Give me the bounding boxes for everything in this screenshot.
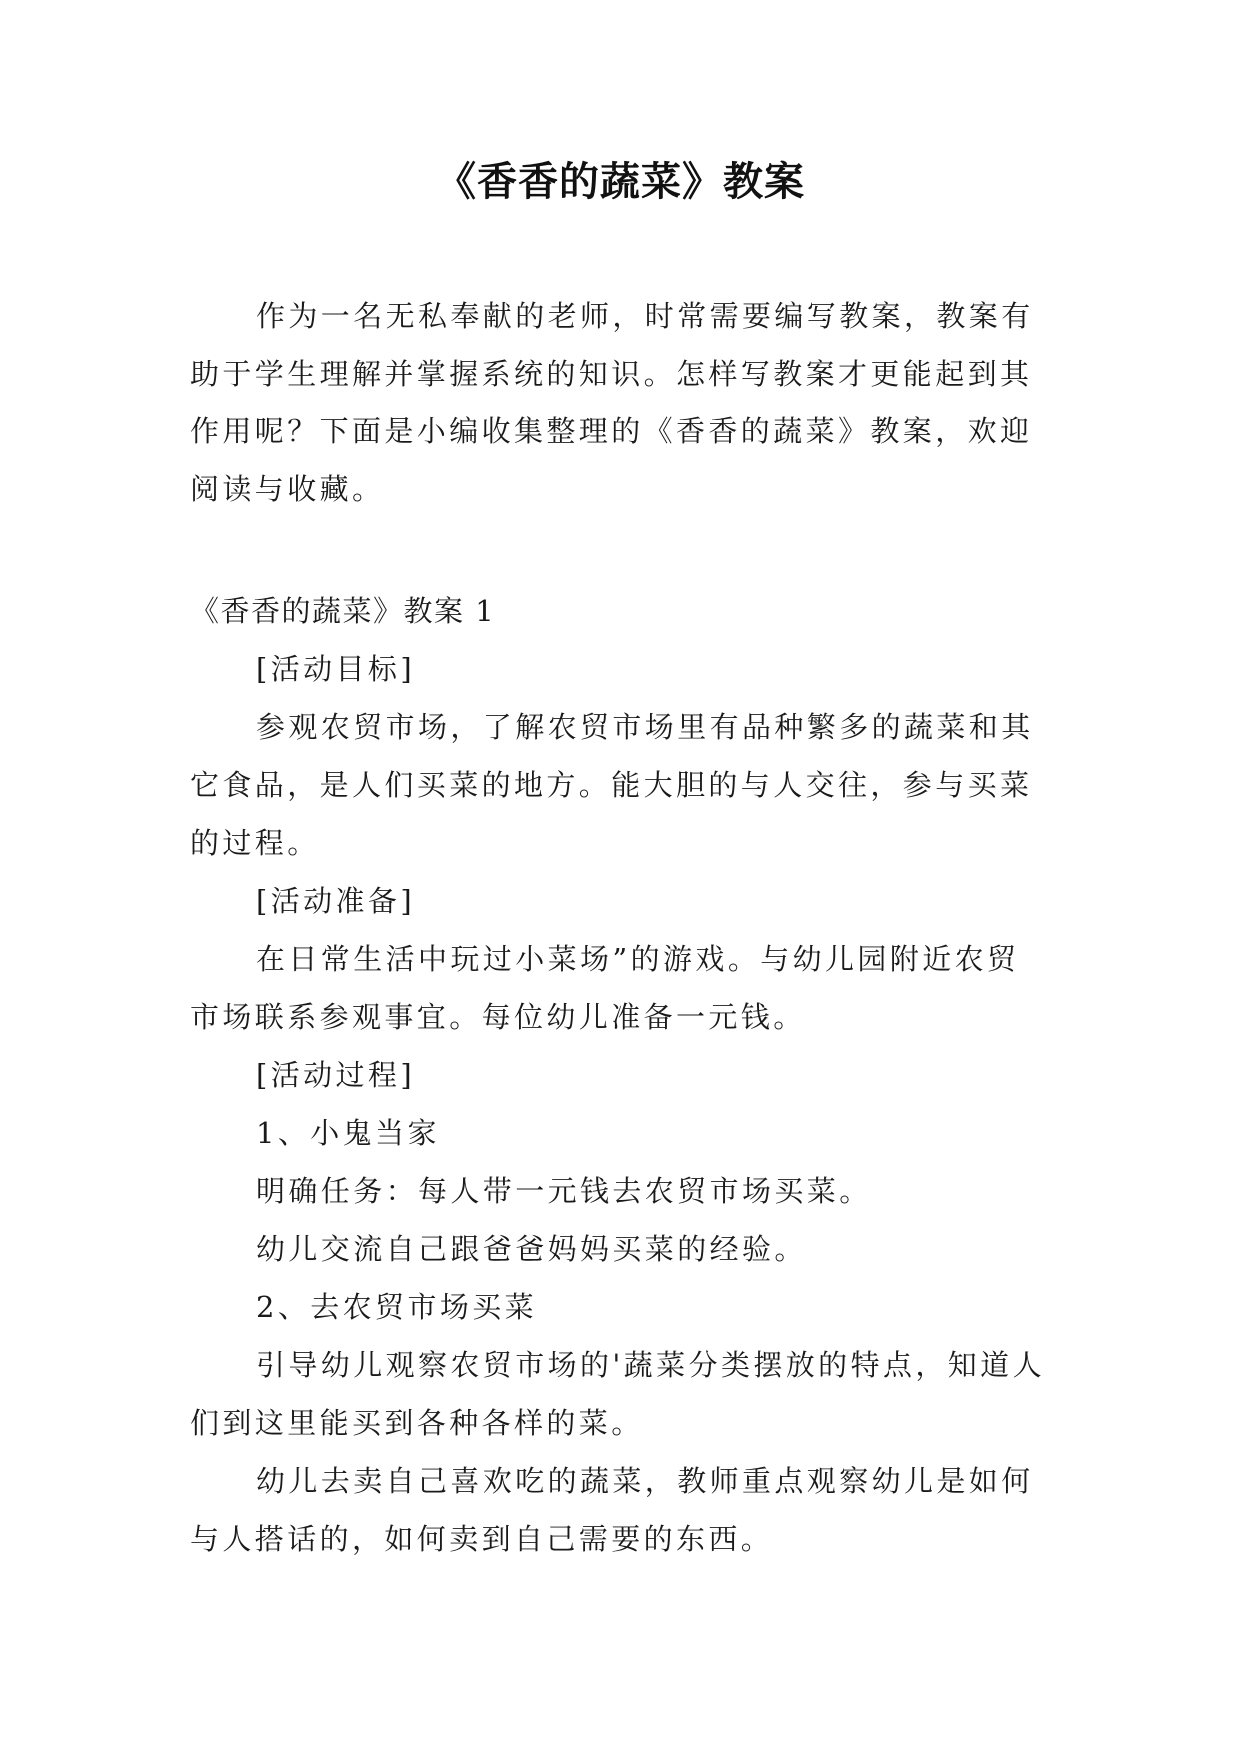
paragraph-exchange: 幼儿交流自己跟爸爸妈妈买菜的经验。 [256,1232,807,1266]
subheading-activity-process: [活动过程] [256,1058,416,1092]
paragraph-observe: 引导幼儿观察农贸市场的'蔬菜分类摆放的特点，知道人们到这里能买到各种各样的菜。 [190,1348,1045,1440]
document-body [190,582,1050,1568]
paragraph-activity-goals: 参观农贸市场，了解农贸市场里有品种繁多的蔬菜和其它食品，是人们买菜的地方。能大胆的与人交往，参与买菜的过程。 [190,710,1034,860]
intro-paragraph: 作为一名无私奉献的老师，时常需要编写教案，教案有助于学生理解并掌握系统的知识。怎样写教案才更能起到其作用呢？下面是小编收集整理的《香香的蔬菜》教案，欢迎阅读与收藏。 [190,299,1034,506]
paragraph-task: 明确任务：每人带一元钱去农贸市场买菜。 [256,1174,872,1208]
subheading-activity-goals: [活动目标] [256,652,416,686]
subheading-activity-preparation: [活动准备] [256,884,416,918]
paragraph-buy: 幼儿去卖自己喜欢吃的蔬菜，教师重点观察幼儿是如何与人搭话的，如何卖到自己需要的东西。 [190,1464,1034,1556]
section-heading: 《香香的蔬菜》教案 1 [190,594,496,628]
paragraph-activity-preparation: 在日常生活中玩过小菜场”的游戏。与幼儿园附近农贸市场联系参观事宜。每位幼儿准备一元钱。 [190,942,1020,1034]
document-title: 《香香的蔬菜》教案 [436,159,805,205]
step-heading-2: 2、去农贸市场买菜 [256,1290,538,1324]
step-heading-1: 1、小鬼当家 [256,1116,440,1150]
